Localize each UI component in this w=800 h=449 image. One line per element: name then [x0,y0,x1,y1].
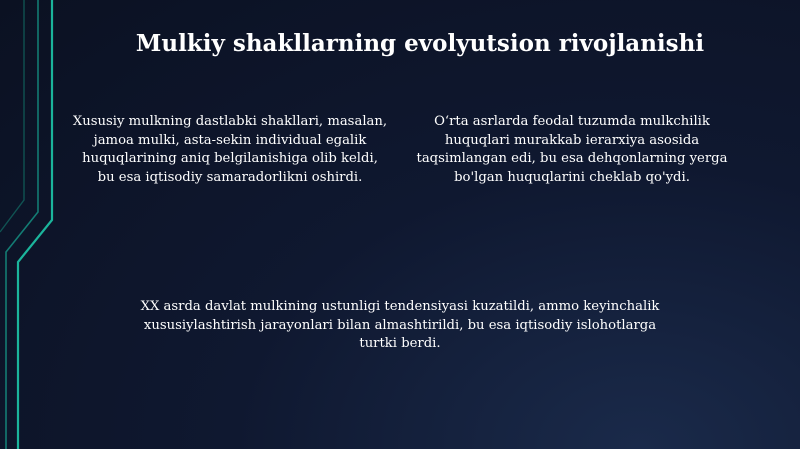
circuit-line-outer [18,0,52,449]
slide-title: Mulkiy shakllarning evolyutsion rivojlanishi [135,30,705,57]
paragraph-early-property-forms: Xususiy mulkning dastlabki shakllari, masalan, jamoa mulki, asta-sekin individual egalik huquqlarining aniq belgilanishiga olib keldi, bu esa iqtisodiy samaradorlikni oshirdi. [72,114,388,185]
paragraph-20th-century-state-property: XX asrda davlat mulkining ustunligi tendensiyasi kuzatildi, ammo keyinchalik xususiylashtirish jarayonlari bilan almashtirildi, bu esa iqtisodiy islohotlarga turtki berdi. [140,299,660,351]
circuit-line-middle [6,0,38,449]
paragraph-medieval-feudal-rights: O‘rta asrlarda feodal tuzumda mulkchilik huquqlari murakkab ierarxiya asosida taqsimlangan edi, bu esa dehqonlarning yerga bo'lgan huquqlarini cheklab qo'ydi. [416,114,728,185]
decorative-circuit-lines [0,0,70,449]
circuit-line-inner [0,0,24,232]
